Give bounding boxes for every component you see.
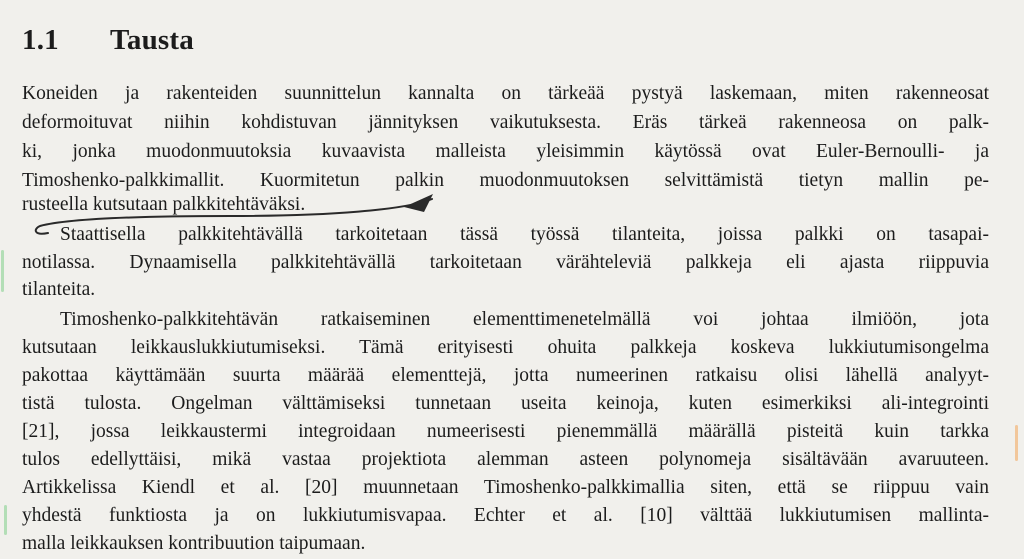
highlighter-mark: [1, 250, 4, 292]
text-line: kutsutaan leikkauslukkiutumiseksi. Tämä erityisesti ohuita palkkeja koskeva lukkiutumisongelma: [22, 337, 989, 358]
text-line: Koneiden ja rakenteiden suunnittelun kannalta on tärkeää pystyä laskemaan, miten rakenneosat: [22, 83, 989, 104]
highlighter-mark: [1015, 425, 1018, 461]
section-number: 1.1: [22, 24, 59, 56]
text-line: malla leikkauksen kontribuution taipumaan.: [22, 533, 366, 554]
section-heading: [22, 20, 194, 60]
text-line: pakottaa käyttämään suurta määrää elementtejä, jotta numeerinen ratkaisu olisi lähellä analyyt-: [22, 365, 989, 386]
text-line: notilassa. Dynaamisella palkkitehtävällä tarkoitetaan värähteleviä palkkeja eli ajasta riippuvia: [22, 252, 989, 273]
text-line: yhdestä funktiosta ja on lukkiutumisvapaa. Echter et al. [10] välttää lukkiutumisen mallinta-: [22, 505, 989, 526]
text-line: Timoshenko-palkkitehtävän ratkaiseminen elementtimenetelmällä voi johtaa ilmiöön, jota: [60, 309, 989, 330]
text-line: tulos edellyttäisi, mikä vastaa projektiota alemman asteen polynomeja sisältävään avaruuteen.: [22, 449, 989, 470]
text-line: deformoituvat niihin kohdistuvan jännityksen vaikutuksesta. Eräs tärkeä rakenneosa on palk-: [22, 112, 989, 133]
text-line: rusteella kutsutaan palkkitehtäväksi.: [22, 194, 306, 215]
text-line: tistä tulosta. Ongelman välttämiseksi tunnetaan useita keinoja, kuten esimerkiksi ali-integrointi: [22, 393, 989, 414]
text-line: tilanteita.: [22, 279, 96, 300]
text-line: Timoshenko-palkkimallit. Kuormitetun palkin muodonmuutoksen selvittämistä tietyn mallin pe-: [22, 170, 989, 191]
text-line: [21], jossa leikkaustermi integroidaan numeerisesti pienemmällä määrällä pisteitä kuin tarkka: [22, 421, 989, 442]
highlighter-mark: [4, 505, 7, 535]
text-line: ki, jonka muodonmuutoksia kuvaavista malleista yleisimmin käytössä ovat Euler-Bernoulli- ja: [22, 141, 989, 162]
text-line: Staattisella palkkitehtävällä tarkoitetaan tässä työssä tilanteita, joissa palkki on tasapai-: [60, 224, 989, 245]
text-line: Artikkelissa Kiendl et al. [20] muunnetaan Timoshenko-palkkimallia siten, että se riippuu vain: [22, 477, 989, 498]
section-title: Tausta: [110, 24, 194, 56]
